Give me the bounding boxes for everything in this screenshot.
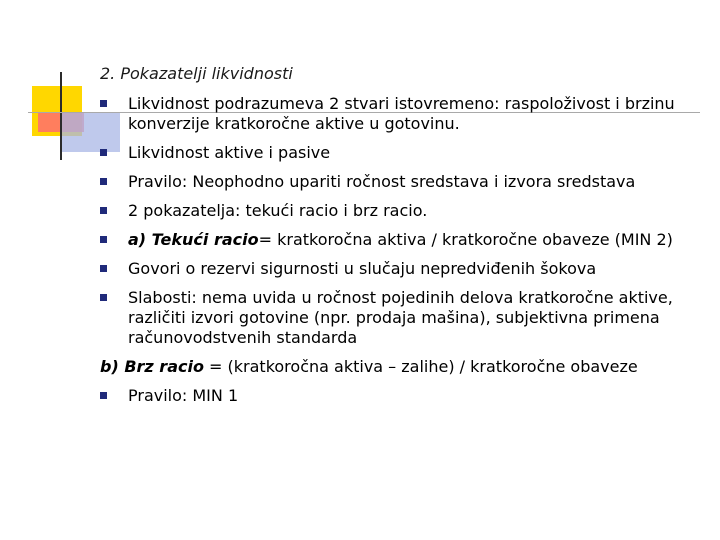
slide-content	[100, 94, 700, 415]
tekuci-racio-label: a) Tekući racio	[128, 230, 259, 249]
bullet-item	[100, 288, 700, 348]
square-bullet-icon	[100, 294, 107, 301]
bullet-item	[100, 259, 700, 279]
square-bullet-icon	[100, 149, 107, 156]
square-bullet-icon	[100, 178, 107, 185]
square-bullet-icon	[100, 265, 107, 272]
decor-vertical-line	[60, 72, 62, 160]
square-bullet-icon	[100, 236, 107, 243]
bullet-text: Govori o rezervi sigurnosti u slučaju nepredviđenih šokova	[128, 259, 597, 278]
bullet-item	[100, 386, 700, 406]
bullet-item	[100, 201, 700, 221]
bullet-text: Pravilo: MIN 1	[128, 386, 239, 405]
bullet-text: Pravilo: Neophodno upariti ročnost sredstava i izvora sredstava	[128, 172, 636, 191]
square-bullet-icon	[100, 100, 107, 107]
bullet-item	[100, 172, 700, 192]
bullet-text: Likvidnost aktive i pasive	[128, 143, 331, 162]
slide-title: 2. Pokazatelji likvidnosti	[100, 64, 293, 83]
bullet-text: Likvidnost podrazumeva 2 stvari istovremeno: raspoloživost i brzinu konverzije kratkoročne aktive u gotovinu.	[128, 94, 675, 133]
bullet-text: Slabosti: nema uvida u ročnost pojedinih delova kratkoročne aktive, različiti izvori gotovine (npr. prodaja mašina), subjektivna primena računovodstvenih standarda	[128, 288, 673, 347]
square-bullet-icon	[100, 207, 107, 214]
tekuci-racio-formula: = kratkoročna aktiva / kratkoročne obaveze (MIN 2)	[258, 230, 673, 249]
square-bullet-icon	[100, 392, 107, 399]
brz-racio-formula: = (kratkoročna aktiva – zalihe) / kratkoročne obaveze	[203, 357, 638, 376]
bullet-item	[100, 94, 700, 134]
bullet-item	[100, 143, 700, 163]
brz-racio-label: b) Brz racio	[100, 357, 204, 376]
bullet-text: 2 pokazatelja: tekući racio i brz racio.	[128, 201, 428, 220]
brz-racio-line	[100, 357, 700, 377]
bullet-item-tekuci-racio	[100, 230, 700, 250]
